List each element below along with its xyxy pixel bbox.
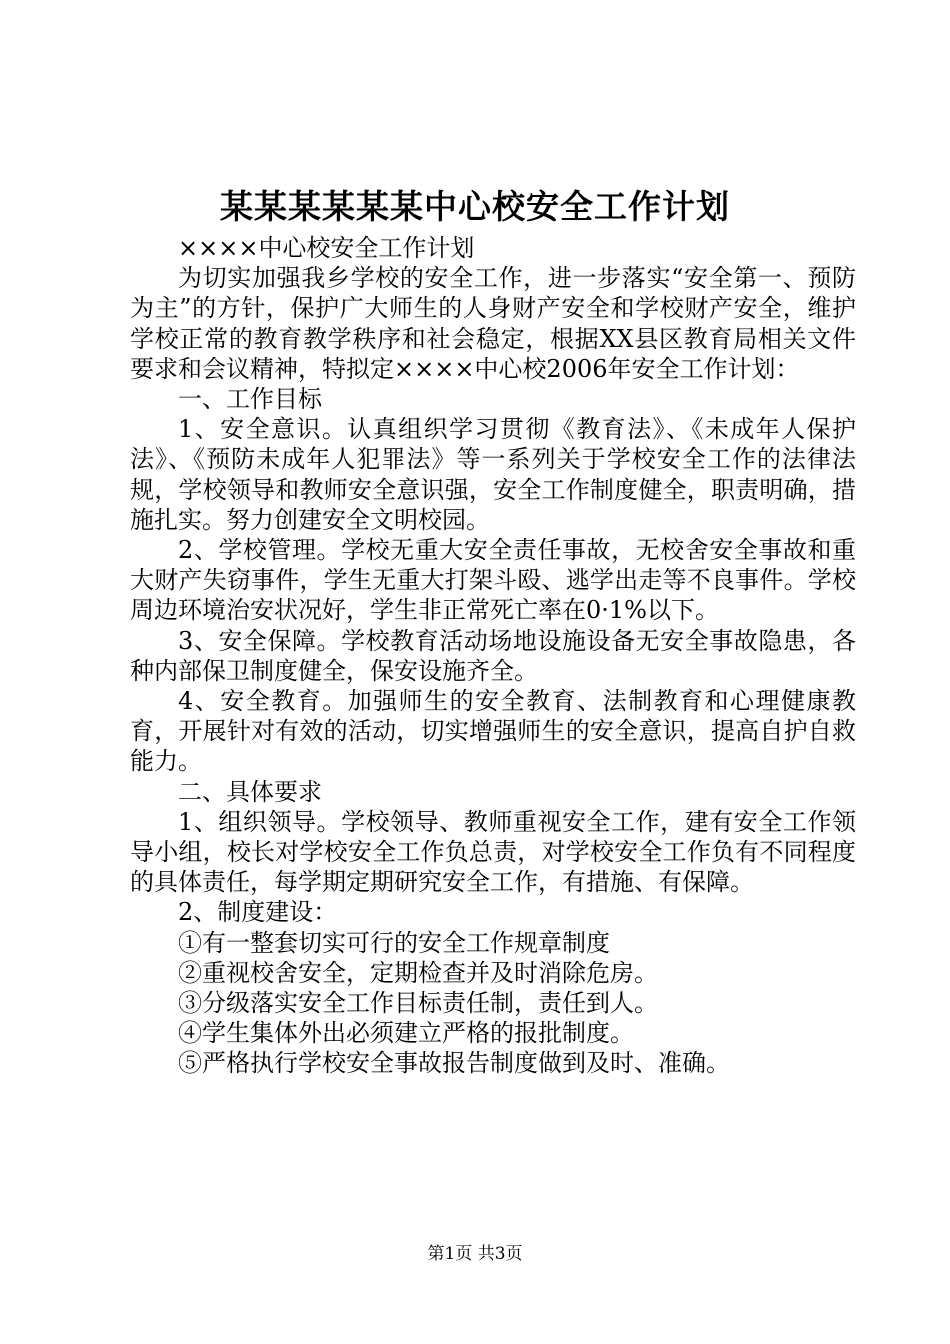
paragraph-requirement-2: 2、制度建设：: [178, 898, 338, 927]
section-heading-goals: 一、工作目标: [178, 385, 322, 414]
paragraph-goal-4: 4、安全教育。加强师生的安全教育、法制教育和心理健康教育，开展针对有效的活动，切实增强师生的安全意识，提高自护自救能力。: [130, 687, 856, 776]
paragraph-requirement-1: 1、组织领导。学校领导、教师重视安全工作，建有安全工作领导小组，校长对学校安全工作负总责，对学校安全工作负有不同程度的具体责任，每学期定期研究安全工作，有措施、有保障。: [130, 807, 856, 897]
list-item: ⑤严格执行学校安全事故报告制度做到及时、准确。: [178, 1049, 730, 1078]
paragraph-goal-1: 1、安全意识。认真组织学习贯彻《教育法》、《未成年人保护法》、《预防未成年人犯罪法》等一系列关于学校安全工作的法律法规，学校领导和教师安全意识强，安全工作制度健全，职责明确，措施扎实。努力创建安全文明校园。: [130, 415, 856, 534]
list-item: ②重视校舍安全，定期检查并及时消除危房。: [178, 958, 658, 987]
paragraph-intro: 为切实加强我乡学校的安全工作，进一步落实“安全第一、预防为主”的方针，保护广大师生的人身财产安全和学校财产安全，维护学校正常的教育教学秩序和社会稳定，根据XX县区教育局相关文件要求和会议精神，特拟定××××中心校2006年安全工作计划：: [130, 264, 856, 383]
list-item: ③分级落实安全工作目标责任制，责任到人。: [178, 989, 658, 1018]
paragraph-subtitle: ××××中心校安全工作计划: [178, 234, 475, 262]
section-heading-requirements: 二、具体要求: [178, 777, 322, 806]
list-item: ①有一整套切实可行的安全工作规章制度: [178, 928, 610, 957]
page-number-footer: 第1页 共3页: [427, 1244, 523, 1264]
paragraph-goal-3: 3、安全保障。学校教育活动场地设施设备无安全事故隐患，各种内部保卫制度健全，保安设施齐全。: [130, 626, 856, 685]
document-title: 某某某某某某中心校安全工作计划: [220, 187, 730, 226]
paragraph-goal-2: 2、学校管理。学校无重大安全责任事故，无校舍安全事故和重大财产失窃事件，学生无重大打架斗殴、逃学出走等不良事件。学校周边环境治安状况好，学生非正常死亡率在0·1%以下。: [130, 536, 856, 625]
document-body: [130, 233, 856, 1079]
list-item: ④学生集体外出必须建立严格的报批制度。: [178, 1019, 634, 1048]
